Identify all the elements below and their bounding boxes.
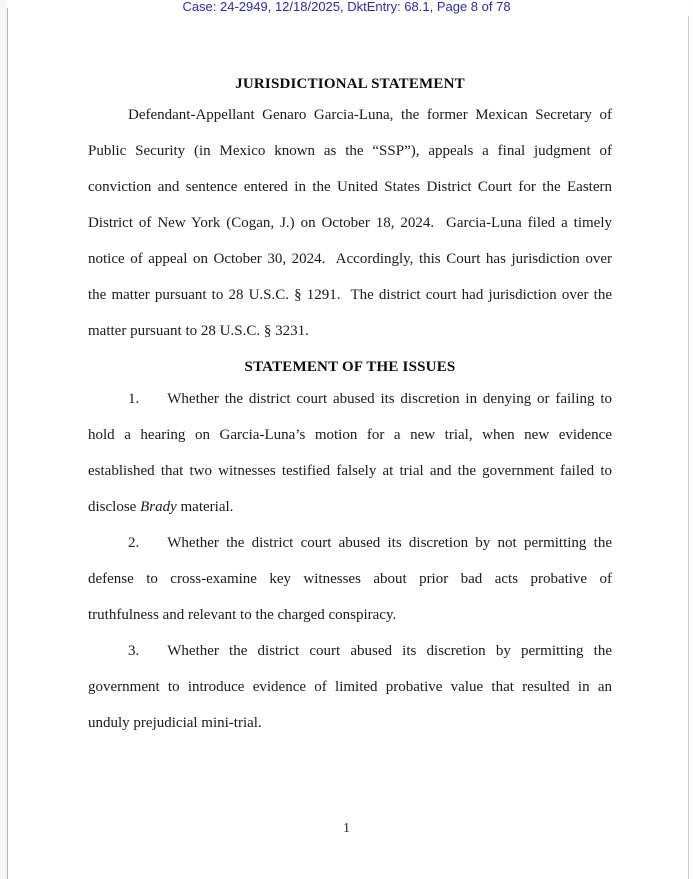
jurisdictional-statement-paragraph [88, 97, 612, 349]
issue-item-1-line [88, 489, 612, 525]
statement-of-issues-list [88, 381, 612, 741]
issue-2-text: Whether the district court abused its discretion by not permitting the [167, 535, 612, 551]
issue-item-2-line: defense to cross-examine key witnesses about prior bad acts probative of [88, 571, 612, 587]
text-line: Public Security (in Mexico known as the “SSP”), appeals a final judgment of [88, 143, 612, 159]
issue-item-3-line: government to introduce evidence of limited probative value that resulted in an [88, 679, 612, 695]
section-heading-jurisdictional-statement: JURISDICTIONAL STATEMENT [235, 76, 465, 92]
text-line: conviction and sentence entered in the United States District Court for the Eastern [88, 179, 612, 195]
issue-item-2-line [88, 525, 612, 561]
issue-item-3-line: unduly prejudicial mini-trial. [88, 715, 262, 731]
page-number-footer: 1 [343, 821, 350, 836]
issue-item-3-line [88, 633, 612, 669]
issue-1-number: 1. [128, 391, 140, 407]
text-line: matter pursuant to 28 U.S.C. § 3231. [88, 323, 309, 339]
page-left-border [7, 8, 8, 879]
text-line: District of New York (Cogan, J.) on October 18, 2024. Garcia-Luna filed a timely [88, 215, 612, 231]
issue-3-number: 3. [128, 643, 140, 659]
issue-item-1-line [88, 381, 612, 417]
viewer-left-gutter [0, 0, 7, 879]
section-heading-statement-of-the-issues: STATEMENT OF THE ISSUES [244, 359, 456, 375]
issue-1-text: material. [176, 499, 234, 515]
issue-1-text: disclose [88, 499, 141, 515]
text-line: notice of appeal on October 30, 2024. Accordingly, this Court has jurisdiction over [88, 251, 612, 267]
issue-item-2-line: truthfulness and relevant to the charged conspiracy. [88, 607, 397, 623]
issue-1-text: Whether the district court abused its discretion in denying or failing to [167, 391, 612, 407]
issue-item-1-line: hold a hearing on Garcia-Luna’s motion for a new trial, when new evidence [88, 427, 612, 443]
issue-2-number: 2. [128, 535, 140, 551]
issue-3-text: Whether the district court abused its discretion by permitting the [167, 643, 612, 659]
brady-case-citation: Brady [140, 499, 177, 515]
ecf-header-stamp: Case: 24-2949, 12/18/2025, DktEntry: 68.1, Page 8 of 78 [182, 0, 511, 14]
issue-item-1-line: established that two witnesses testified falsely at trial and the government failed to [88, 463, 612, 479]
text-line: Defendant-Appellant Genaro Garcia-Luna, the former Mexican Secretary of [128, 107, 612, 123]
page-right-border [688, 16, 689, 879]
text-line: the matter pursuant to 28 U.S.C. § 1291. The district court had jurisdiction over the [88, 287, 612, 303]
